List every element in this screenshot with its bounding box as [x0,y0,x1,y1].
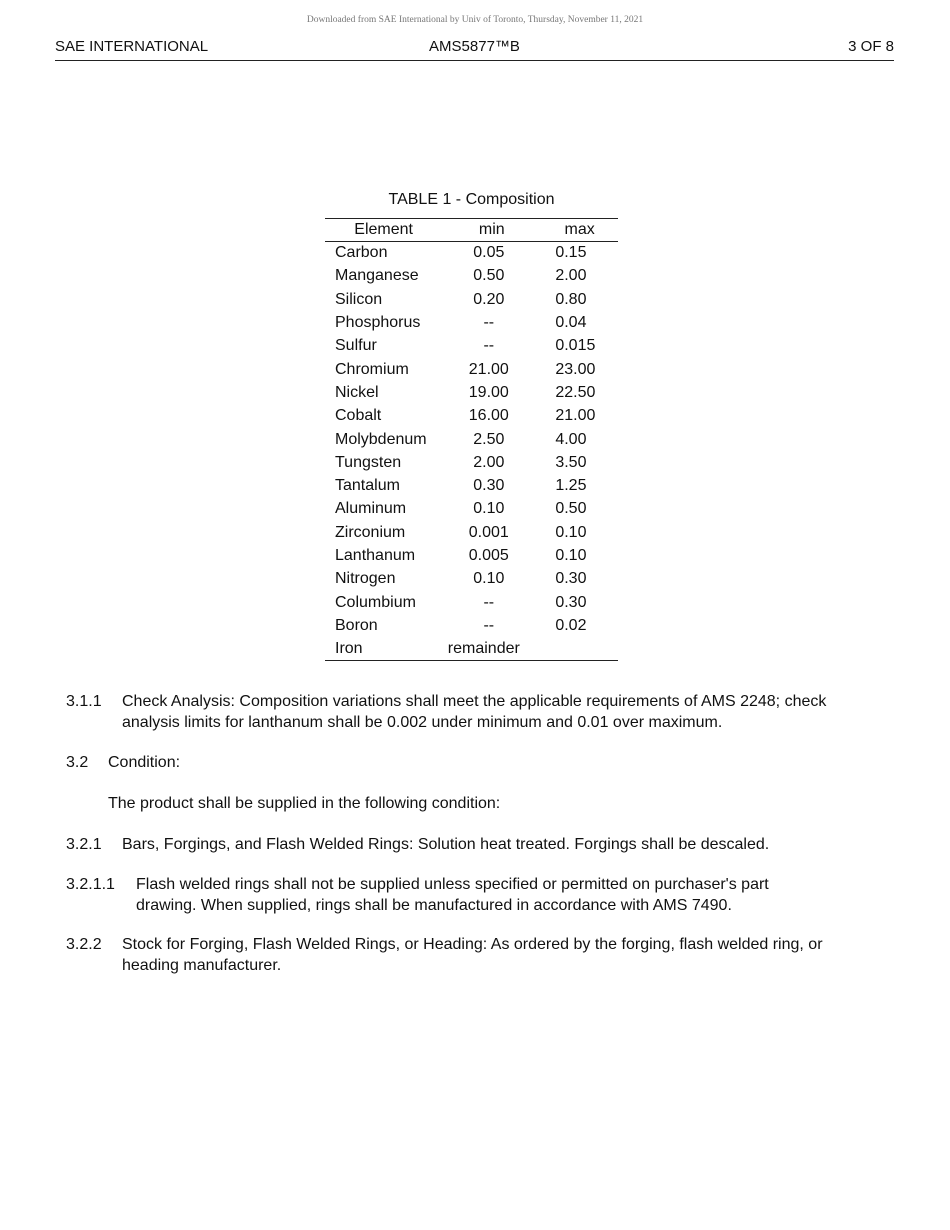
table-row [325,311,618,334]
table-row [325,288,618,311]
cell-max: 0.04 [555,314,587,332]
section-text: The product shall be supplied in the following condition: [108,795,501,812]
page-header [55,38,894,61]
cell-max: 4.00 [555,430,587,448]
section-number: 3.1.1 [66,693,102,710]
section-3-2 [66,752,866,773]
cell-min: remainder [442,638,541,661]
table-row [325,265,618,288]
cell-min: 0.001 [468,523,509,541]
cell-min: 19.00 [468,383,509,401]
cell-min: 0.50 [473,267,505,285]
cell-min: -- [483,593,495,611]
cell-element: Phosphorus [335,314,421,332]
section-3-1-1 [66,691,866,733]
cell-max: 0.80 [555,290,587,308]
cell-min: 0.20 [473,290,505,308]
cell-element: Carbon [335,244,388,262]
cell-min: -- [483,314,495,332]
cell-max: 0.50 [555,500,587,518]
cell-max: 3.50 [555,453,587,471]
cell-element: Tungsten [335,453,402,471]
table-row [325,358,618,381]
cell-max: 21.00 [555,407,596,425]
section-text: Check Analysis: Composition variations shall meet the applicable requirements of AMS 2248; check analysis limits for lanthanum shall be 0.002 under minimum and 0.01 over maximum. [122,693,827,731]
cell-element: Nitrogen [335,570,396,588]
section-3-2-1 [66,834,866,855]
cell-element: Silicon [335,290,383,308]
cell-max: 0.30 [555,593,587,611]
section-3-2-2 [66,934,866,976]
cell-max: 23.00 [555,360,596,378]
table-row [325,544,618,567]
section-text: Flash welded rings shall not be supplied unless specified or permitted on purchaser's part drawing. When supplied, rings shall be manufactured in accordance with AMS 7490. [136,876,769,914]
cell-min: -- [483,616,495,634]
section-text: Bars, Forgings, and Flash Welded Rings: Solution heat treated. Forgings shall be descaled. [122,836,770,853]
section-number: 3.2 [66,754,89,771]
cell-min: 2.50 [473,430,505,448]
cell-max: 0.015 [555,337,596,355]
section-3-2-body [66,793,866,814]
cell-min: -- [483,337,495,355]
table-row [325,638,618,661]
section-text: Condition: [108,754,181,771]
table-header-row [325,219,618,242]
section-number: 3.2.2 [66,936,102,953]
table-row [325,521,618,544]
section-text: Stock for Forging, Flash Welded Rings, or Heading: As ordered by the forging, flash welded ring, or heading manufacturer. [122,936,823,974]
cell-element: Manganese [335,267,419,285]
cell-max: 0.15 [555,244,587,262]
cell-element: Lanthanum [335,547,416,564]
cell-element: Sulfur [335,337,377,355]
table-row [325,568,618,591]
header-doc-id: AMS5877™B [429,38,520,55]
cell-element: Boron [335,616,378,634]
cell-element: Molybdenum [335,430,427,448]
cell-max: 22.50 [555,383,596,401]
cell-min: 0.10 [473,570,505,588]
cell-element: Columbium [335,593,416,611]
cell-min: 0.05 [473,244,505,262]
table-title: TABLE 1 - Composition [388,191,555,208]
cell-min: 2.00 [473,453,505,471]
section-number: 3.2.1 [66,836,102,853]
cell-min: 16.00 [468,407,509,425]
cell-element: Cobalt [335,407,382,425]
cell-max: 0.02 [555,616,587,634]
cell-max: 2.00 [555,267,587,285]
cell-element: Aluminum [335,500,407,518]
table-row [325,614,618,637]
table-row [325,498,618,521]
section-number: 3.2.1.1 [66,876,115,893]
table-row [325,335,618,358]
cell-element: Tantalum [335,477,400,495]
table-row [325,451,618,474]
cell-min: 0.005 [468,547,509,564]
cell-min: 0.30 [473,477,505,495]
table-row [325,242,618,265]
table-row [325,381,618,404]
cell-max: 0.10 [555,547,587,564]
cell-max: 1.25 [555,477,587,495]
table-row [325,428,618,451]
column-header-element: Element [325,219,442,242]
cell-element: Chromium [335,360,409,378]
cell-max: 0.30 [555,570,587,588]
cell-element: Zirconium [335,523,406,541]
header-org: SAE INTERNATIONAL [55,38,209,55]
cell-max: 0.10 [555,523,587,541]
cell-element: Nickel [335,383,379,401]
table-row [325,405,618,428]
column-header-min: min [442,219,541,242]
cell-element: Iron [325,638,442,661]
section-3-2-1-1 [66,874,826,916]
composition-table [325,218,618,661]
cell-max [541,638,618,661]
header-page-number: 3 OF 8 [848,38,894,55]
cell-min: 21.00 [468,360,509,378]
table-row [325,591,618,614]
download-note: Downloaded from SAE International by Univ of Toronto, Thursday, November 11, 2021 [306,15,644,25]
table-row [325,474,618,497]
column-header-max: max [541,219,618,242]
cell-min: 0.10 [473,500,505,518]
